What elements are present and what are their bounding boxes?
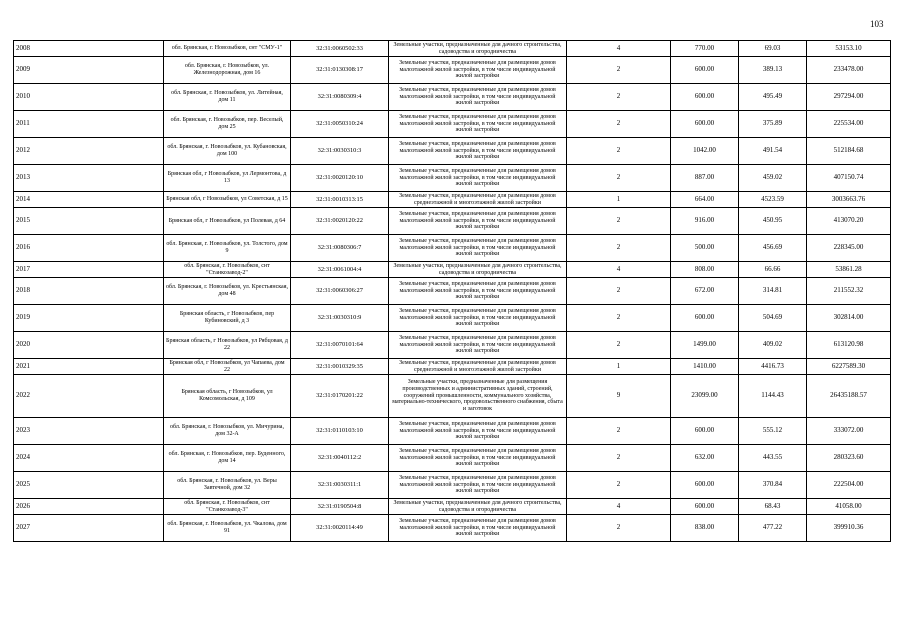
land-category-cell: Земельные участки, предназначенные для размещения домов малоэтажной жилой застройки, в том числе индивидуальной жилой застройки [389,418,567,445]
group-code-cell: 2 [567,472,671,499]
area-cell: 664.00 [671,192,739,208]
cadastral-value-cell: 613120.98 [807,332,891,359]
address-cell: обл. Брянская, г. Новозыбков, ул. Веры Завтечной, дом 32 [164,472,291,499]
table-row [14,332,891,359]
cadastral-value-cell: 53861.28 [807,262,891,278]
cadastral-value-cell: 225534.00 [807,111,891,138]
row-number: 2019 [14,305,164,332]
address-cell: Брянская обл, г Новозыбков, ул Полевая, д 64 [164,208,291,235]
row-number: 2022 [14,375,164,418]
table-row [14,111,891,138]
table-body [14,41,891,542]
group-code-cell: 2 [567,418,671,445]
cadastral-value-cell: 302814.00 [807,305,891,332]
area-cell: 600.00 [671,418,739,445]
group-code-cell: 4 [567,499,671,515]
cadastral-value-cell: 407150.74 [807,165,891,192]
cadastral-number-cell: 32:31:0130308:17 [291,57,389,84]
row-number: 2026 [14,499,164,515]
cadastral-value-cell: 512184.68 [807,138,891,165]
land-category-cell: Земельные участки, предназначенные для размещения домов малоэтажной жилой застройки, в том числе индивидуальной жилой застройки [389,305,567,332]
group-code-cell: 4 [567,41,671,57]
area-cell: 600.00 [671,84,739,111]
group-code-cell: 2 [567,165,671,192]
specific-value-cell: 491.54 [739,138,807,165]
row-number: 2025 [14,472,164,499]
group-code-cell: 2 [567,208,671,235]
row-number: 2009 [14,57,164,84]
page-number: 103 [870,19,884,29]
table-row [14,359,891,375]
group-code-cell: 1 [567,359,671,375]
cadastral-value-table [13,40,891,542]
specific-value-cell: 459.02 [739,165,807,192]
address-cell: обл. Брянская, г. Новозыбков, снт "Станкозавод-2" [164,262,291,278]
land-category-cell: Земельные участки, предназначенные для размещения домов малоэтажной жилой застройки, в том числе индивидуальной жилой застройки [389,165,567,192]
address-cell: обл. Брянская, г. Новозыбков, ул. Мичурина, дом 32-А [164,418,291,445]
address-cell: обл. Брянская, г. Новозыбков, ул. Кубановская, дом 100 [164,138,291,165]
land-category-cell: Земельные участки, предназначенные для размещения домов малоэтажной жилой застройки, в том числе индивидуальной жилой застройки [389,111,567,138]
group-code-cell: 2 [567,111,671,138]
cadastral-value-cell: 6227589.30 [807,359,891,375]
cadastral-number-cell: 32:31:0040112:2 [291,445,389,472]
table-row [14,445,891,472]
specific-value-cell: 66.66 [739,262,807,278]
cadastral-number-cell: 32:31:0110103:10 [291,418,389,445]
row-number: 2020 [14,332,164,359]
table-row [14,84,891,111]
cadastral-value-cell: 233478.00 [807,57,891,84]
cadastral-value-cell: 297294.00 [807,84,891,111]
row-number: 2014 [14,192,164,208]
cadastral-value-cell: 3003663.76 [807,192,891,208]
cadastral-number-cell: 32:31:0010313:15 [291,192,389,208]
specific-value-cell: 4523.59 [739,192,807,208]
cadastral-number-cell: 32:31:0061004:4 [291,262,389,278]
row-number: 2013 [14,165,164,192]
row-number: 2011 [14,111,164,138]
group-code-cell: 1 [567,192,671,208]
specific-value-cell: 68.43 [739,499,807,515]
land-category-cell: Земельные участки, предназначенные для размещения домов малоэтажной жилой застройки, в том числе индивидуальной жилой застройки [389,515,567,542]
cadastral-value-cell: 211552.32 [807,278,891,305]
land-category-cell: Земельные участки, предназначенные для размещения домов среднеэтажной и многоэтажной жилой застройки [389,192,567,208]
land-category-cell: Земельные участки, предназначенные для размещения домов малоэтажной жилой застройки, в том числе индивидуальной жилой застройки [389,445,567,472]
specific-value-cell: 69.03 [739,41,807,57]
cadastral-number-cell: 32:31:0050310:24 [291,111,389,138]
group-code-cell: 4 [567,262,671,278]
row-number: 2017 [14,262,164,278]
group-code-cell: 2 [567,84,671,111]
cadastral-number-cell: 32:31:0190504:8 [291,499,389,515]
group-code-cell: 2 [567,278,671,305]
land-category-cell: Земельные участки, предназначенные для размещения домов малоэтажной жилой застройки, в том числе индивидуальной жилой застройки [389,208,567,235]
cadastral-number-cell: 32:31:0010329:35 [291,359,389,375]
address-cell: обл. Брянская, г. Новозыбков, ул. Железнодорожная, дом 16 [164,57,291,84]
cadastral-number-cell: 32:31:0030310:9 [291,305,389,332]
land-category-cell: Земельные участки, предназначенные для размещения домов малоэтажной жилой застройки, в том числе индивидуальной жилой застройки [389,57,567,84]
cadastral-value-cell: 228345.00 [807,235,891,262]
area-cell: 1410.00 [671,359,739,375]
table-row [14,472,891,499]
area-cell: 632.00 [671,445,739,472]
cadastral-value-cell: 333072.00 [807,418,891,445]
table-row [14,499,891,515]
address-cell: обл. Брянская, г. Новозыбков, ул. Толстого, дом 9 [164,235,291,262]
area-cell: 1499.00 [671,332,739,359]
cadastral-number-cell: 32:31:0070101:64 [291,332,389,359]
cadastral-number-cell: 32:31:0020120:22 [291,208,389,235]
row-number: 2010 [14,84,164,111]
specific-value-cell: 495.49 [739,84,807,111]
table-row [14,375,891,418]
cadastral-number-cell: 32:31:0170201:22 [291,375,389,418]
address-cell: обл. Брянская, г. Новозыбков, пер. Веселый, дом 25 [164,111,291,138]
land-category-cell: Земельные участки, предназначенные для размещения домов малоэтажной жилой застройки, в том числе индивидуальной жилой застройки [389,278,567,305]
area-cell: 838.00 [671,515,739,542]
row-number: 2021 [14,359,164,375]
cadastral-value-cell: 53153.10 [807,41,891,57]
address-cell: обл. Брянская, г. Новозыбков, пер. Буденного, дом 14 [164,445,291,472]
specific-value-cell: 504.69 [739,305,807,332]
group-code-cell: 9 [567,375,671,418]
cadastral-number-cell: 32:31:0080306:7 [291,235,389,262]
row-number: 2008 [14,41,164,57]
area-cell: 600.00 [671,472,739,499]
group-code-cell: 2 [567,305,671,332]
address-cell: обл. Брянская, г. Новозыбков, снт "СМУ-1" [164,41,291,57]
area-cell: 500.00 [671,235,739,262]
specific-value-cell: 477.22 [739,515,807,542]
land-category-cell: Земельные участки, предназначенные для дачного строительства, садоводства и огородничества [389,499,567,515]
table-row [14,305,891,332]
cadastral-number-cell: 32:31:0030311:1 [291,472,389,499]
group-code-cell: 2 [567,138,671,165]
row-number: 2023 [14,418,164,445]
address-cell: Брянская область, г Новозыбков, пер Кубиновский, д 3 [164,305,291,332]
specific-value-cell: 456.69 [739,235,807,262]
table-row [14,165,891,192]
table-row [14,57,891,84]
area-cell: 23099.00 [671,375,739,418]
table-row [14,192,891,208]
table-row [14,138,891,165]
table-row [14,208,891,235]
specific-value-cell: 370.84 [739,472,807,499]
cadastral-value-cell: 26435188.57 [807,375,891,418]
table-row [14,418,891,445]
table-row [14,235,891,262]
table-row [14,278,891,305]
cadastral-value-cell: 413070.20 [807,208,891,235]
land-category-cell: Земельные участки, предназначенные для размещения домов малоэтажной жилой застройки, в том числе индивидуальной жилой застройки [389,472,567,499]
land-category-cell: Земельные участки, предназначенные для дачного строительства, садоводства и огородничества [389,41,567,57]
row-number: 2016 [14,235,164,262]
row-number: 2018 [14,278,164,305]
area-cell: 887.00 [671,165,739,192]
row-number: 2024 [14,445,164,472]
address-cell: Брянская область, г Новозыбков, ул Комсомольская, д 109 [164,375,291,418]
cadastral-number-cell: 32:31:0060306:27 [291,278,389,305]
land-category-cell: Земельные участки, предназначенные для размещения домов среднеэтажной и многоэтажной жилой застройки [389,359,567,375]
land-category-cell: Земельные участки, предназначенные для дачного строительства, садоводства и огородничества [389,262,567,278]
land-category-cell: Земельные участки, предназначенные для размещения домов малоэтажной жилой застройки, в том числе индивидуальной жилой застройки [389,138,567,165]
area-cell: 600.00 [671,499,739,515]
land-category-cell: Земельные участки, предназначенные для размещения домов малоэтажной жилой застройки, в том числе индивидуальной жилой застройки [389,332,567,359]
land-category-cell: Земельные участки, предназначенные для размещения домов малоэтажной жилой застройки, в том числе индивидуальной жилой застройки [389,84,567,111]
cadastral-number-cell: 32:31:0060502:33 [291,41,389,57]
address-cell: Брянская обл, г Новозыбков, ул Чапаева, дом 22 [164,359,291,375]
specific-value-cell: 555.12 [739,418,807,445]
area-cell: 600.00 [671,305,739,332]
address-cell: обл. Брянская, г. Новозыбков, ул. Крестьянская, дом 48 [164,278,291,305]
address-cell: обл. Брянская, г. Новозыбков, снт "Станкозавод-3" [164,499,291,515]
group-code-cell: 2 [567,332,671,359]
area-cell: 808.00 [671,262,739,278]
row-number: 2015 [14,208,164,235]
specific-value-cell: 314.81 [739,278,807,305]
table-row [14,515,891,542]
specific-value-cell: 450.95 [739,208,807,235]
specific-value-cell: 443.55 [739,445,807,472]
area-cell: 600.00 [671,111,739,138]
cadastral-value-cell: 222504.00 [807,472,891,499]
address-cell: обл. Брянская, г. Новозыбков, ул. Чкалова, дом 91 [164,515,291,542]
specific-value-cell: 409.02 [739,332,807,359]
land-category-cell: Земельные участки, предназначенные для размещения домов малоэтажной жилой застройки, в том числе индивидуальной жилой застройки [389,235,567,262]
area-cell: 600.00 [671,57,739,84]
specific-value-cell: 389.13 [739,57,807,84]
area-cell: 916.00 [671,208,739,235]
specific-value-cell: 4416.73 [739,359,807,375]
group-code-cell: 2 [567,57,671,84]
cadastral-number-cell: 32:31:0020120:10 [291,165,389,192]
row-number: 2012 [14,138,164,165]
cadastral-number-cell: 32:31:0030310:3 [291,138,389,165]
cadastral-value-cell: 399910.36 [807,515,891,542]
cadastral-value-cell: 41058.00 [807,499,891,515]
area-cell: 770.00 [671,41,739,57]
land-category-cell: Земельные участки, предназначенные для размещения производственных и административных зданий, строений, сооружений промышленности, коммунального хозяйства, материально-технического, продовольственного снабжения, сбыта и заготовок [389,375,567,418]
address-cell: Брянская обл, г Новозыбков, ул Советская, д 15 [164,192,291,208]
cadastral-number-cell: 32:31:0020114:49 [291,515,389,542]
area-cell: 672.00 [671,278,739,305]
address-cell: Брянская область, г Новозыбков, ул Рябцовая, д 22 [164,332,291,359]
row-number: 2027 [14,515,164,542]
area-cell: 1042.00 [671,138,739,165]
address-cell: Брянская обл, г Новозыбков, ул Лермонтова, д 13 [164,165,291,192]
cadastral-number-cell: 32:31:0080309:4 [291,84,389,111]
group-code-cell: 2 [567,235,671,262]
group-code-cell: 2 [567,445,671,472]
group-code-cell: 2 [567,515,671,542]
specific-value-cell: 375.89 [739,111,807,138]
specific-value-cell: 1144.43 [739,375,807,418]
address-cell: обл. Брянская, г. Новозыбков, ул. Литейная, дом 11 [164,84,291,111]
table-row [14,41,891,57]
cadastral-value-cell: 280323.60 [807,445,891,472]
table-row [14,262,891,278]
